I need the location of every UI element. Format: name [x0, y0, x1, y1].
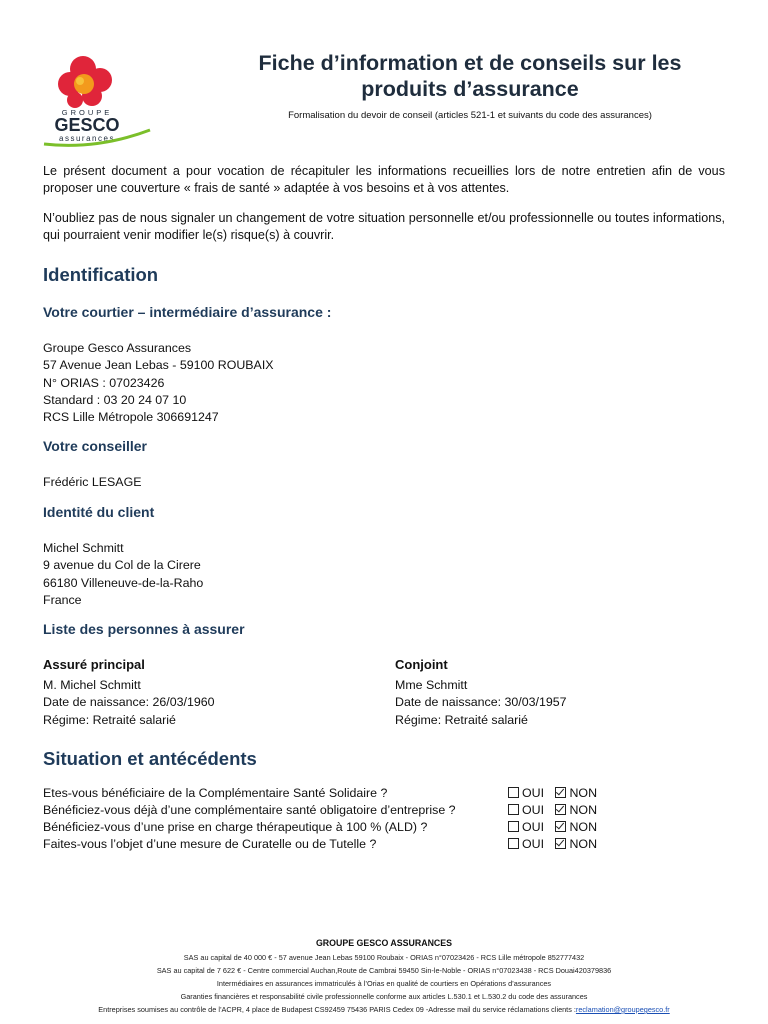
page-title-line-2: produits d’assurance: [361, 77, 579, 101]
broker-line: N° ORIAS : 07023426: [43, 375, 165, 390]
advisor-name: Frédéric LESAGE: [43, 475, 142, 489]
broker-line: RCS Lille Métropole 306691247: [43, 410, 219, 425]
question-row: [43, 803, 603, 820]
client-line: France: [43, 592, 82, 607]
question-text: Bénéficiez-vous d’une prise en charge thérapeutique à 100 % (ALD) ?: [43, 820, 428, 834]
footer-line-2: SAS au capital de 7 622 € - Centre commercial Auchan,Route de Cambrai 59450 Sin-le-Noble - ORIAS n°07023438 - RCS Douai420379836: [156, 966, 612, 975]
client-line: Michel Schmitt: [43, 541, 124, 555]
yes-label: OUI: [522, 786, 545, 800]
logo-brand-text: GESCO: [54, 115, 120, 135]
no-label: NON: [569, 837, 598, 851]
footer-line-5-text: Entreprises soumises au contrôle de l’ACPR, 4 place de Budapest CS92459 75436 PARIS Cedex 09 -Adresse mail du service réclamations clients :: [98, 1005, 576, 1014]
yes-checkbox[interactable]: [508, 838, 519, 849]
principal-line: Régime: Retraité salarié: [43, 712, 176, 727]
yes-label: OUI: [522, 820, 545, 834]
question-answer: [508, 803, 605, 817]
reclamation-email-link[interactable]: reclamation@groupegesco.fr: [575, 1005, 670, 1014]
question-row: [43, 837, 603, 854]
situation-heading: Situation et antécédents: [43, 748, 257, 769]
no-label: NON: [569, 820, 598, 834]
logo-sub-text: assurances: [59, 134, 115, 143]
yes-checkbox[interactable]: [508, 821, 519, 832]
insured-persons-heading: Liste des personnes à assurer: [43, 621, 245, 637]
yes-label: OUI: [522, 803, 545, 817]
principal-insured-details: [43, 677, 215, 729]
no-checkbox[interactable]: [555, 821, 566, 832]
question-text: Faites-vous l’objet d’une mesure de Curatelle ou de Tutelle ?: [43, 837, 377, 851]
client-line: 9 avenue du Col de la Cirere: [43, 558, 201, 573]
identification-heading: Identification: [43, 264, 159, 285]
no-checkbox[interactable]: [555, 838, 566, 849]
footer-line-3: Intermédiaires en assurances immatriculés à l’Orias en qualité de courtiers en Opérations d’assurances: [216, 979, 552, 988]
broker-line: Groupe Gesco Assurances: [43, 341, 192, 355]
client-heading: Identité du client: [43, 504, 155, 520]
gesco-logo: [42, 52, 154, 150]
principal-line: M. Michel Schmitt: [43, 678, 141, 692]
client-details: [43, 540, 203, 609]
broker-details: [43, 340, 274, 426]
question-answer: [508, 820, 605, 834]
broker-heading: Votre courtier – intermédiaire d’assurance :: [43, 304, 332, 320]
spouse-line: Régime: Retraité salarié: [395, 712, 528, 727]
question-row: [43, 820, 603, 837]
page-title-line-1: Fiche d’information et de conseils sur les: [258, 51, 682, 75]
advisor-heading: Votre conseiller: [43, 438, 148, 454]
spouse-title: Conjoint: [395, 657, 448, 672]
broker-line: 57 Avenue Jean Lebas - 59100 ROUBAIX: [43, 358, 274, 373]
page-title: [225, 50, 715, 102]
broker-line: Standard : 03 20 24 07 10: [43, 392, 187, 407]
footer-company: GROUPE GESCO ASSURANCES: [315, 938, 453, 948]
question-text: Bénéficiez-vous déjà d’une complémentaire santé obligatoire d’entreprise ?: [43, 803, 456, 817]
footer-line-4: Garanties financières et responsabilité civile professionnelle conforme aux articles L.530.1 et L.530.2 du code des assurances: [180, 992, 588, 1001]
spouse-line: Mme Schmitt: [395, 678, 468, 692]
question-row: [43, 786, 603, 803]
spouse-details: [395, 677, 567, 729]
intro-paragraph-2: N’oubliez pas de nous signaler un changement de votre situation personnelle et/ou professionnelle ou toutes informations, qui pourraient venir modifier le(s) risque(s) à couvrir.: [43, 211, 725, 242]
question-answer: [508, 837, 605, 851]
yes-label: OUI: [522, 837, 545, 851]
principal-insured-title: Assuré principal: [43, 657, 145, 672]
principal-line: Date de naissance: 26/03/1960: [43, 695, 215, 710]
page-subtitle: Formalisation du devoir de conseil (articles 521-1 et suivants du code des assurances): [288, 110, 652, 121]
advisor-details: [43, 474, 141, 491]
footer-line-5: [0, 1005, 768, 1014]
no-checkbox[interactable]: [555, 804, 566, 815]
yes-checkbox[interactable]: [508, 804, 519, 815]
logo-group-text: GROUPE: [61, 108, 113, 117]
question-text: Etes-vous bénéficiaire de la Complémentaire Santé Solidaire ?: [43, 786, 388, 800]
spouse-line: Date de naissance: 30/03/1957: [395, 695, 567, 710]
footer-line-1: SAS au capital de 40 000 € - 57 avenue Jean Lebas 59100 Roubaix - ORIAS n°07023426 - RCS Lille métropole 852777432: [183, 953, 585, 962]
question-answer: [508, 786, 605, 800]
no-checkbox[interactable]: [555, 787, 566, 798]
no-label: NON: [569, 803, 598, 817]
yes-checkbox[interactable]: [508, 787, 519, 798]
no-label: NON: [569, 786, 598, 800]
client-line: 66180 Villeneuve-de-la-Raho: [43, 575, 204, 590]
flower-logo-icon: [42, 52, 154, 150]
intro-paragraph-1: Le présent document a pour vocation de récapituler les informations recueillies lors de notre entretien afin de vous proposer une couverture « frais de santé » adaptée à vos besoins et à vos attentes.: [43, 164, 725, 195]
